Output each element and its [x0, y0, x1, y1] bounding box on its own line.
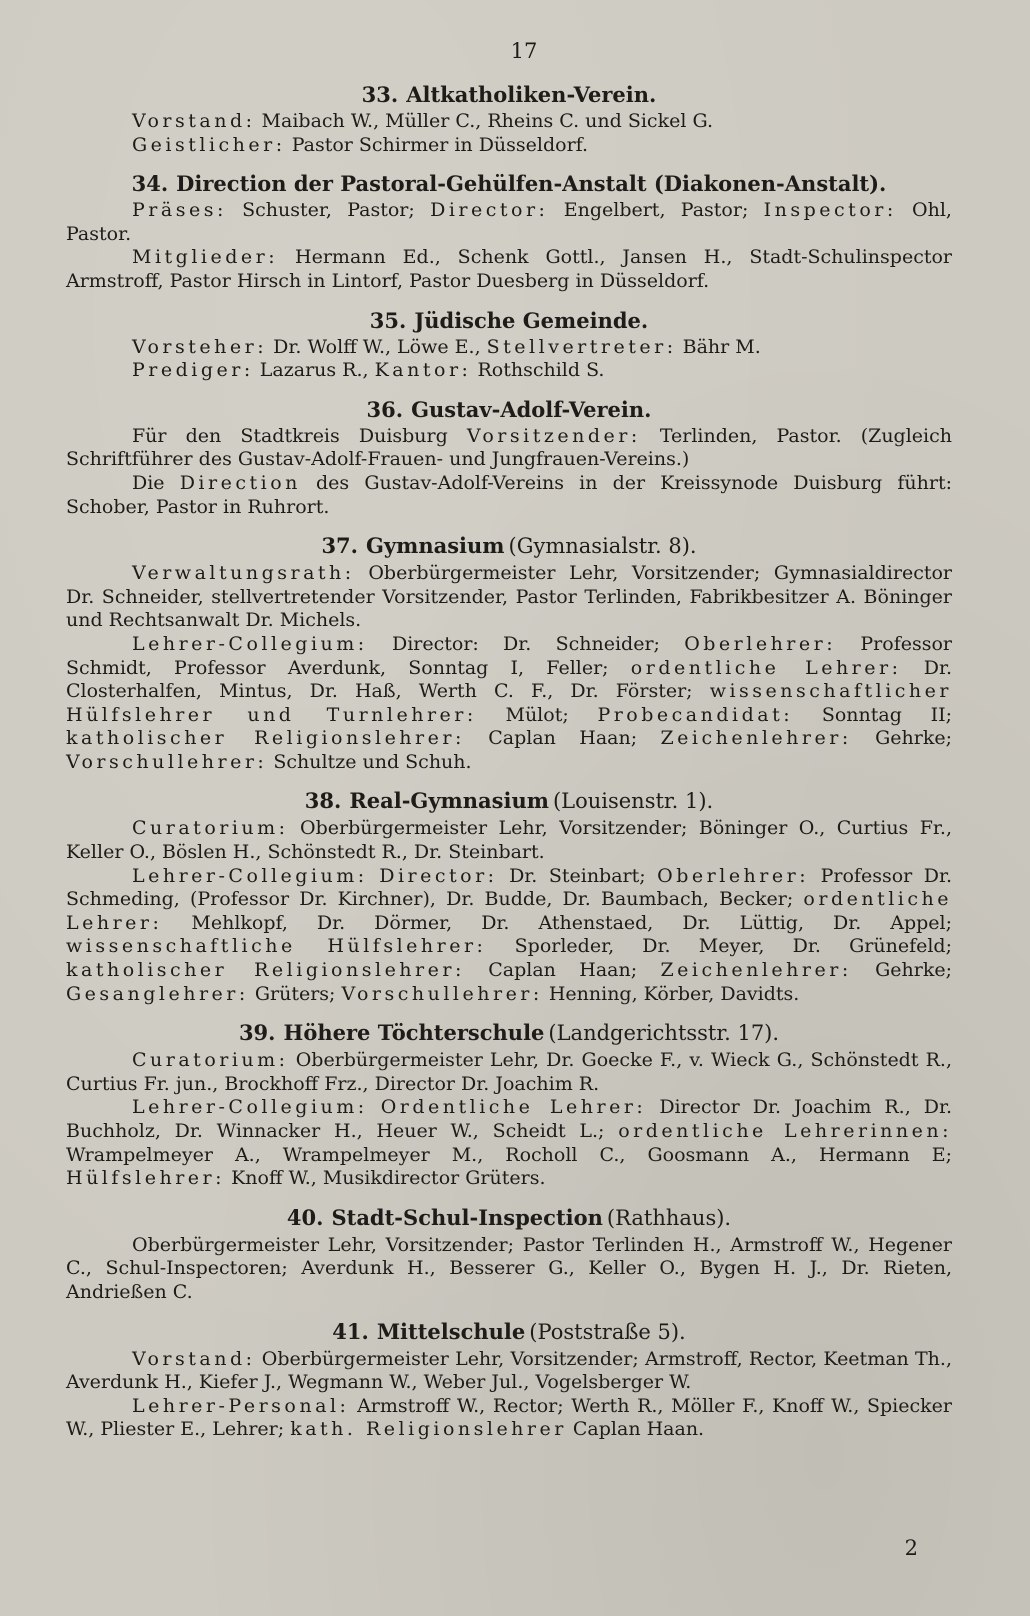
role-label: Ordentliche Lehrer:	[380, 1096, 647, 1119]
section-number: 35.	[369, 307, 407, 333]
section	[66, 1205, 952, 1305]
entry-text: Sonntag II;	[793, 703, 952, 726]
role-label: Oberlehrer:	[657, 864, 810, 887]
entry-text: Maibach W., Müller C., Rheins C. und Sickel G.	[255, 110, 713, 132]
section-title: Jüdische Gemeinde.	[414, 307, 649, 333]
page-number: 17	[510, 39, 538, 63]
entry-text: Pastor Schirmer in Düsseldorf.	[285, 133, 589, 156]
section-address: (Gymnasialstr. 8).	[508, 534, 697, 559]
entry-text: Dr. Steinbart;	[497, 864, 658, 887]
section-number: 41.	[332, 1318, 369, 1344]
section-heading	[66, 1319, 952, 1345]
entry-text: Caplan Haan;	[464, 959, 661, 982]
section-heading	[66, 1020, 952, 1046]
role-label: Probecandidat:	[597, 703, 794, 726]
role-label: Lehrer-Collegium:	[132, 864, 368, 887]
section-heading	[66, 533, 952, 559]
role-label: Gesanglehrer:	[66, 982, 249, 1005]
section-number: 37.	[321, 533, 358, 559]
section-number: 36.	[366, 396, 404, 422]
section-number: 38.	[304, 788, 342, 814]
section-heading	[66, 788, 952, 814]
entry-text: Oberbürgermeister Lehr, Vorsitzender; Pastor Terlinden H., Armstroff W., Hegener C., Schul-Inspectoren; Averdunk H., Besserer G., Keller O., Bygen H. J., Dr. Rieten, Andrießen C.	[66, 1233, 952, 1303]
section-number: 40.	[286, 1204, 324, 1230]
entry-text: Armstroff W., Rector; Werth R., Möller F., Knoff W., Spiecker W., Pliester E., Lehrer;	[66, 1394, 952, 1441]
role-label: wissenschaftliche Hülfslehrer:	[66, 935, 487, 958]
section-heading	[66, 308, 952, 333]
entry-paragraph	[66, 336, 952, 360]
footer-signature-number: 2	[904, 1536, 918, 1560]
entry-text	[368, 865, 380, 887]
entry-text: Caplan Haan.	[566, 1418, 705, 1441]
role-label: Hülfslehrer:	[66, 1167, 226, 1190]
section-title: Mittelschule	[376, 1318, 526, 1344]
entry-paragraph	[66, 199, 952, 246]
section-address: (Landgerichtsstr. 17).	[548, 1021, 780, 1046]
sections-container	[66, 82, 952, 1442]
entry-text: Für den Stadtkreis Duisburg	[132, 424, 467, 447]
entry-text: Caplan Haan;	[464, 727, 661, 750]
role-label: kath. Religionslehrer	[290, 1418, 567, 1441]
section	[66, 308, 952, 383]
section-title: Direction der Pastoral-Gehülfen-Anstalt (Diakonen-Anstalt).	[176, 171, 887, 197]
role-label: Vorsitzender:	[466, 424, 641, 447]
entry-text: Henning, Körber, Davidts.	[542, 982, 800, 1005]
entry-text: Rothschild S.	[471, 359, 605, 382]
entry-text: Director Dr. Joachim R., Dr. Buchholz, Dr. Winnacker H., Heuer W., Scheidt L.;	[66, 1096, 952, 1142]
entry-text: Die	[132, 471, 180, 494]
entry-text: Bähr M.	[676, 335, 761, 358]
role-label: Präses:	[132, 199, 227, 222]
entry-text: Mehlkopf, Dr. Dörmer, Dr. Athenstaed, Dr. Lüttig, Dr. Appel;	[162, 911, 952, 934]
role-label: Verwaltungsrath:	[132, 562, 355, 585]
section-address: (Poststraße 5).	[529, 1319, 686, 1344]
role-label: Mitglieder:	[132, 246, 279, 269]
entry-text: Oberbürgermeister Lehr, Dr. Goecke F., v. Wieck G., Schönstedt R., Curtius Fr. jun., Brockhoff Frz., Director Dr. Joachim R.	[66, 1049, 952, 1095]
role-label: Zeichenlehrer:	[660, 959, 852, 982]
entry-paragraph	[66, 425, 952, 472]
role-label: Curatorium:	[132, 1049, 289, 1072]
entry-text: Gehrke;	[851, 727, 952, 750]
entry-text: Mülot;	[476, 703, 598, 726]
entry-text: Ohl, Pastor.	[66, 199, 952, 245]
role-label: katholischer Religionslehrer:	[66, 727, 465, 750]
entry-paragraph	[66, 817, 952, 864]
role-label: ordentliche Lehrer:	[66, 888, 952, 934]
role-label: Zeichenlehrer:	[660, 727, 852, 750]
entry-text: Hermann Ed., Schenk Gottl., Jansen H., Stadt-Schulinspector Armstroff, Pastor Hirsch in Lintorf, Pastor Duesberg in Düsseldorf.	[66, 246, 952, 292]
entry-text	[368, 1096, 381, 1118]
entry-text: Grüters;	[248, 982, 342, 1005]
section	[66, 1020, 952, 1191]
entry-text: Knoff W., Musikdirector Grüters.	[225, 1167, 546, 1190]
section-title: Altkatholiken-Verein.	[406, 82, 657, 107]
role-label: Kantor:	[374, 359, 472, 382]
role-label: Direction	[179, 471, 301, 494]
entry-text: Oberbürgermeister Lehr, Vorsitzender; Böninger O., Curtius Fr., Keller O., Böslen H., Schönstedt R., Dr. Steinbart.	[66, 817, 952, 864]
section-heading	[66, 397, 952, 422]
entry-paragraph	[66, 1395, 952, 1442]
entry-paragraph	[66, 246, 952, 293]
role-label: Vorstand:	[132, 1347, 256, 1370]
role-label: ordentliche Lehrer:	[630, 656, 902, 679]
entry-text: Wrampelmeyer A., Wrampelmeyer M., Rocholl C., Goosmann A., Hermann E;	[66, 1143, 952, 1166]
section	[66, 533, 952, 774]
entry-paragraph	[66, 633, 952, 775]
entry-text: Engelbert, Pastor;	[548, 199, 764, 222]
section-number: 39.	[238, 1020, 276, 1046]
role-label: Lehrer-Collegium:	[132, 1096, 368, 1119]
section-address: (Rathhaus).	[606, 1205, 732, 1230]
section-title: Gymnasium	[365, 533, 505, 559]
entry-paragraph	[66, 1234, 952, 1305]
section-title: Stadt-Schul-Inspection	[331, 1204, 603, 1230]
role-label: ordentliche Lehrerinnen:	[618, 1120, 952, 1142]
role-label: Vorstand:	[132, 110, 256, 132]
role-label: Geistlicher:	[132, 133, 286, 156]
entry-paragraph	[66, 1049, 952, 1096]
section	[66, 82, 952, 157]
entry-paragraph	[66, 1348, 952, 1395]
role-label: Inspector:	[763, 199, 897, 222]
role-label: Vorsteher:	[132, 335, 268, 358]
entry-text: Dr. Wolff W., Löwe E.,	[267, 335, 487, 358]
role-label: Oberlehrer:	[684, 632, 837, 655]
role-label: Vorschullehrer:	[66, 750, 268, 773]
entry-text: des Gustav-Adolf-Vereins in der Kreissynode Duisburg führt: Schober, Pastor in Ruhrort.	[66, 471, 953, 518]
role-label: Lehrer-Collegium:	[132, 632, 368, 655]
section-heading	[66, 82, 952, 107]
role-label: wissenschaftlicher Hülfslehrer und Turnlehrer:	[66, 680, 952, 726]
section-heading	[66, 1205, 952, 1231]
entry-text: Lazarus R.,	[253, 359, 375, 382]
entry-text: Schuster, Pastor;	[226, 199, 431, 222]
entry-text: Terlinden, Pastor. (Zugleich Schriftführer des Gustav-Adolf-Frauen- und Jungfrauen-Vereins.)	[66, 424, 952, 471]
entry-text: Schultze und Schuh.	[267, 750, 472, 773]
section-title: Real-Gymnasium	[349, 788, 549, 814]
entry-text: Director: Dr. Schneider;	[367, 632, 685, 655]
entry-paragraph	[66, 865, 952, 1007]
entry-paragraph	[66, 472, 952, 519]
entry-text: Professor Schmidt, Professor Averdunk, Sonntag I, Feller;	[66, 632, 952, 679]
role-label: Curatorium:	[132, 817, 289, 840]
section-heading	[66, 171, 952, 196]
entry-paragraph	[66, 110, 952, 134]
section-number: 33.	[361, 82, 399, 107]
section-address: (Louisenstr. 1).	[552, 789, 714, 814]
section	[66, 788, 952, 1006]
role-label: Lehrer-Personal:	[132, 1394, 350, 1417]
entry-text: Oberbürgermeister Lehr, Vorsitzender; Armstroff, Rector, Keetman Th., Averdunk H., Kiefer J., Wegmann W., Weber Jul., Vogelsberger W.	[66, 1347, 952, 1394]
section	[66, 1319, 952, 1442]
entry-text: Gehrke;	[851, 959, 952, 982]
entry-paragraph	[66, 562, 952, 633]
entry-text: Professor Dr. Schmeding, (Professor Dr. Kirchner), Dr. Budde, Dr. Baumbach, Becker;	[66, 864, 952, 911]
role-label: Prediger:	[132, 359, 254, 382]
section-number: 34.	[131, 171, 169, 197]
section	[66, 171, 952, 293]
role-label: Stellvertreter:	[486, 335, 677, 358]
entry-paragraph	[66, 1096, 952, 1190]
section-title: Gustav-Adolf-Verein.	[411, 396, 652, 422]
entry-paragraph	[66, 134, 952, 158]
role-label: Vorschullehrer:	[341, 982, 543, 1005]
section	[66, 397, 952, 519]
entry-text: Dr. Closterhalfen, Mintus, Dr. Haß, Werth C. F., Dr. Förster;	[66, 656, 952, 703]
role-label: Director:	[430, 199, 549, 222]
role-label: Director:	[379, 864, 498, 887]
section-title: Höhere Töchterschule	[283, 1020, 545, 1046]
entry-text: Sporleder, Dr. Meyer, Dr. Grünefeld;	[486, 935, 952, 958]
entry-text: Oberbürgermeister Lehr, Vorsitzender; Gymnasialdirector Dr. Schneider, stellvertretender Vorsitzender, Pastor Terlinden, Fabrikbesitzer A. Böninger und Rechtsanwalt Dr. Michels.	[66, 562, 952, 632]
role-label: katholischer Religionslehrer:	[66, 959, 465, 982]
entry-paragraph	[66, 359, 952, 383]
